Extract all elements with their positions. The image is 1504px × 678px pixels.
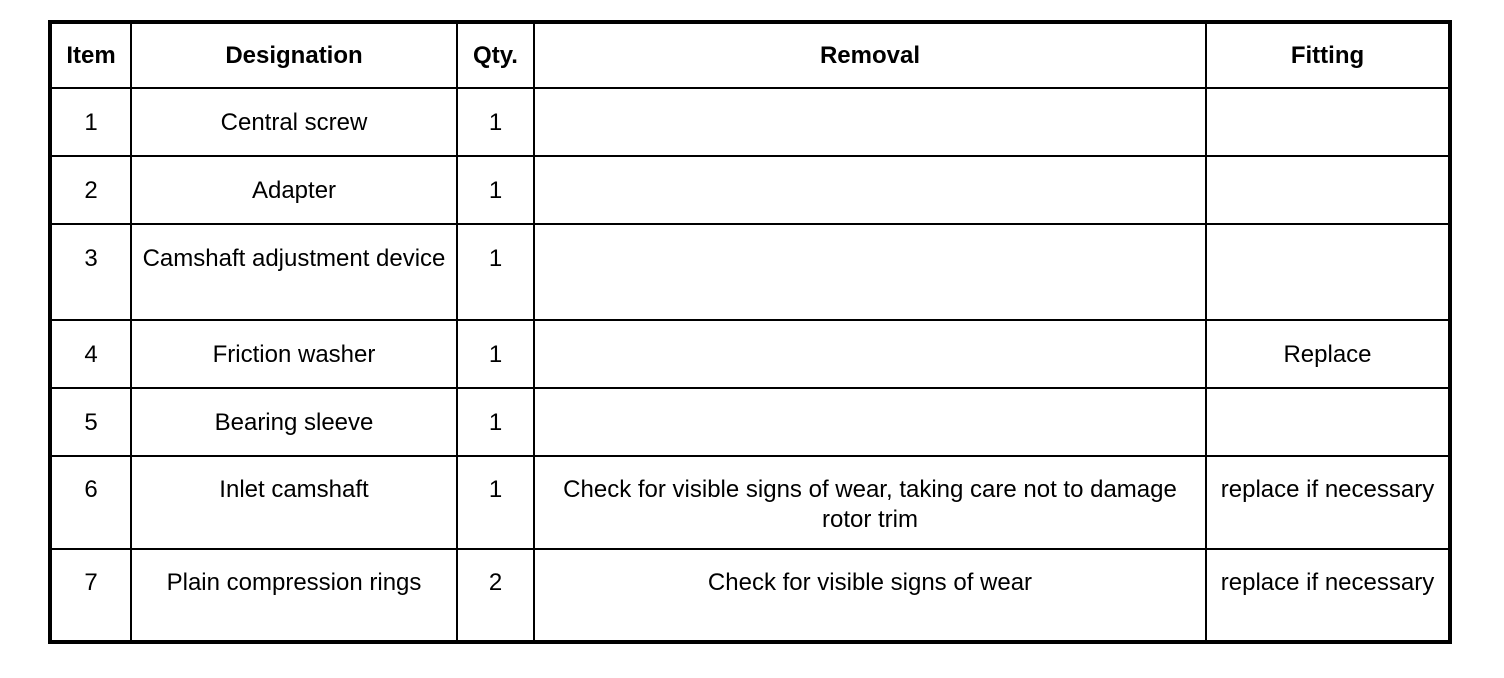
cell-item: 6 (50, 456, 131, 549)
header-item: Item (50, 22, 131, 88)
table-row (50, 88, 1450, 156)
cell-designation: Plain compression rings (131, 549, 457, 642)
cell-qty: 1 (457, 456, 534, 549)
header-qty: Qty. (457, 22, 534, 88)
cell-qty: 2 (457, 549, 534, 642)
cell-designation: Central screw (131, 88, 457, 156)
cell-fitting: Replace (1206, 320, 1450, 388)
cell-qty: 1 (457, 224, 534, 320)
cell-designation: Camshaft adjustment device (131, 224, 457, 320)
cell-item: 2 (50, 156, 131, 224)
table-row (50, 156, 1450, 224)
header-removal: Removal (534, 22, 1206, 88)
cell-removal (534, 224, 1206, 320)
header-fitting: Fitting (1206, 22, 1450, 88)
cell-designation: Friction washer (131, 320, 457, 388)
cell-designation: Adapter (131, 156, 457, 224)
table-row (50, 388, 1450, 456)
cell-item: 3 (50, 224, 131, 320)
cell-removal: Check for visible signs of wear (534, 549, 1206, 642)
cell-qty: 1 (457, 388, 534, 456)
table-row (50, 456, 1450, 549)
cell-removal (534, 156, 1206, 224)
parts-table (48, 20, 1452, 644)
table-header-row (50, 22, 1450, 88)
cell-fitting (1206, 224, 1450, 320)
header-designation: Designation (131, 22, 457, 88)
cell-removal: Check for visible signs of wear, taking care not to damage rotor trim (534, 456, 1206, 549)
cell-fitting: replace if necessary (1206, 456, 1450, 549)
cell-removal (534, 388, 1206, 456)
cell-item: 5 (50, 388, 131, 456)
cell-qty: 1 (457, 320, 534, 388)
table-row (50, 549, 1450, 642)
cell-item: 7 (50, 549, 131, 642)
cell-fitting: replace if necessary (1206, 549, 1450, 642)
table-row (50, 224, 1450, 320)
cell-item: 1 (50, 88, 131, 156)
cell-qty: 1 (457, 156, 534, 224)
cell-removal (534, 320, 1206, 388)
cell-item: 4 (50, 320, 131, 388)
cell-fitting (1206, 156, 1450, 224)
cell-qty: 1 (457, 88, 534, 156)
cell-removal (534, 88, 1206, 156)
cell-fitting (1206, 388, 1450, 456)
cell-fitting (1206, 88, 1450, 156)
table-row (50, 320, 1450, 388)
cell-designation: Bearing sleeve (131, 388, 457, 456)
cell-designation: Inlet camshaft (131, 456, 457, 549)
